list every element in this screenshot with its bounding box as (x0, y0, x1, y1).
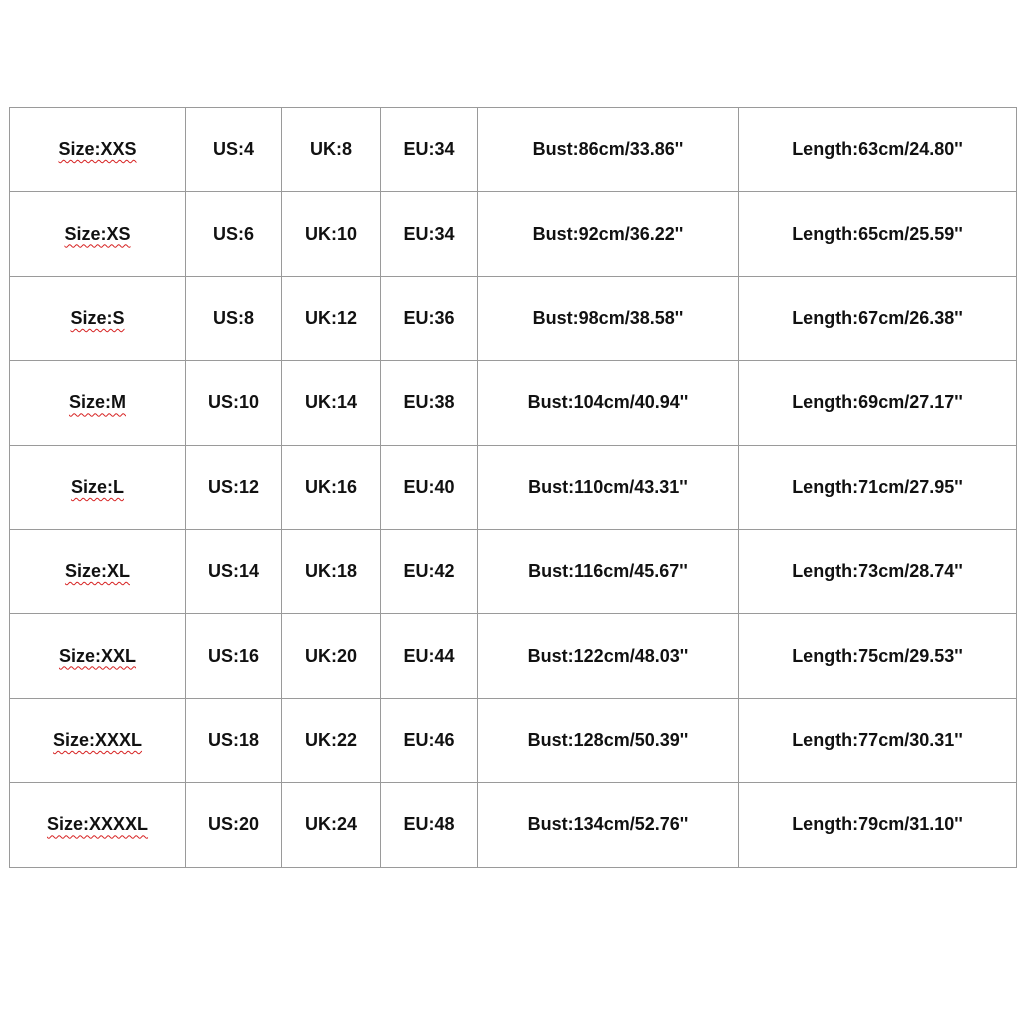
length-cell: Length:79cm/31.10'' (739, 783, 1017, 867)
uk-size-cell: UK:18 (282, 529, 381, 613)
table-row (10, 361, 1017, 445)
table-row (10, 445, 1017, 529)
us-size-cell: US:6 (186, 192, 282, 276)
size-label: Size:XXXL (52, 729, 143, 750)
size-cell (10, 276, 186, 360)
table-row (10, 698, 1017, 782)
size-cell (10, 361, 186, 445)
eu-size-cell: EU:44 (381, 614, 478, 698)
us-size-cell: US:20 (186, 783, 282, 867)
us-size-cell: US:8 (186, 276, 282, 360)
eu-size-cell: EU:34 (381, 192, 478, 276)
size-label: Size:S (70, 307, 125, 328)
uk-size-cell: UK:22 (282, 698, 381, 782)
eu-size-cell: EU:38 (381, 361, 478, 445)
bust-cell: Bust:110cm/43.31'' (478, 445, 739, 529)
size-cell (10, 614, 186, 698)
bust-cell: Bust:92cm/36.22'' (478, 192, 739, 276)
bust-cell: Bust:122cm/48.03'' (478, 614, 739, 698)
table-row (10, 614, 1017, 698)
length-cell: Length:71cm/27.95'' (739, 445, 1017, 529)
table-row (10, 529, 1017, 613)
size-label: Size:XXL (58, 645, 137, 666)
table-row (10, 108, 1017, 192)
uk-size-cell: UK:12 (282, 276, 381, 360)
us-size-cell: US:14 (186, 529, 282, 613)
uk-size-cell: UK:10 (282, 192, 381, 276)
bust-cell: Bust:86cm/33.86'' (478, 108, 739, 192)
length-cell: Length:77cm/30.31'' (739, 698, 1017, 782)
bust-cell: Bust:128cm/50.39'' (478, 698, 739, 782)
us-size-cell: US:4 (186, 108, 282, 192)
length-cell: Length:73cm/28.74'' (739, 529, 1017, 613)
length-cell: Length:65cm/25.59'' (739, 192, 1017, 276)
size-label: Size:L (70, 476, 124, 497)
eu-size-cell: EU:34 (381, 108, 478, 192)
table-row (10, 192, 1017, 276)
size-label: Size:XXXXL (46, 814, 149, 835)
uk-size-cell: UK:16 (282, 445, 381, 529)
size-label: Size:XS (64, 223, 131, 244)
size-label: Size:XL (64, 561, 130, 582)
eu-size-cell: EU:48 (381, 783, 478, 867)
bust-cell: Bust:104cm/40.94'' (478, 361, 739, 445)
size-label: Size:M (68, 392, 126, 413)
us-size-cell: US:18 (186, 698, 282, 782)
uk-size-cell: UK:8 (282, 108, 381, 192)
size-chart-table (9, 107, 1017, 868)
us-size-cell: US:16 (186, 614, 282, 698)
uk-size-cell: UK:24 (282, 783, 381, 867)
size-cell (10, 192, 186, 276)
uk-size-cell: UK:20 (282, 614, 381, 698)
eu-size-cell: EU:46 (381, 698, 478, 782)
us-size-cell: US:12 (186, 445, 282, 529)
size-cell (10, 783, 186, 867)
size-cell (10, 445, 186, 529)
size-cell (10, 698, 186, 782)
bust-cell: Bust:134cm/52.76'' (478, 783, 739, 867)
length-cell: Length:63cm/24.80'' (739, 108, 1017, 192)
eu-size-cell: EU:40 (381, 445, 478, 529)
uk-size-cell: UK:14 (282, 361, 381, 445)
eu-size-cell: EU:42 (381, 529, 478, 613)
bust-cell: Bust:116cm/45.67'' (478, 529, 739, 613)
eu-size-cell: EU:36 (381, 276, 478, 360)
size-cell (10, 529, 186, 613)
bust-cell: Bust:98cm/38.58'' (478, 276, 739, 360)
table-row (10, 276, 1017, 360)
length-cell: Length:69cm/27.17'' (739, 361, 1017, 445)
size-label: Size:XXS (58, 139, 137, 160)
length-cell: Length:67cm/26.38'' (739, 276, 1017, 360)
size-cell (10, 108, 186, 192)
table-row (10, 783, 1017, 867)
us-size-cell: US:10 (186, 361, 282, 445)
length-cell: Length:75cm/29.53'' (739, 614, 1017, 698)
